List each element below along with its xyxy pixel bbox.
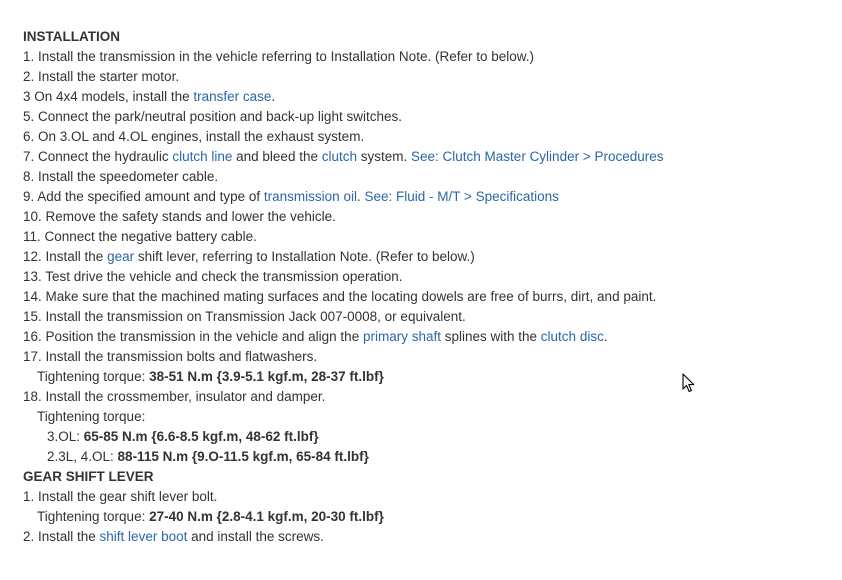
link-transfer-case[interactable]: transfer case <box>193 89 272 104</box>
step-2: 2. Install the starter motor. <box>23 69 180 84</box>
link-clutch-master-cylinder[interactable]: See: Clutch Master Cylinder > Procedures <box>411 149 664 164</box>
gear-step-1-torque: Tightening torque: 27-40 N.m {2.8-4.1 kgf.m, 20-30 ft.lbf} <box>37 509 384 524</box>
link-clutch[interactable]: clutch <box>321 149 357 164</box>
link-clutch-disc[interactable]: clutch disc <box>540 329 604 344</box>
step-11: 11. Connect the negative battery cable. <box>23 229 257 244</box>
document-body <box>23 27 823 547</box>
link-fluid-specifications[interactable]: See: Fluid - M/T > Specifications <box>364 189 559 204</box>
step-18-torque-23l-4ol: 2.3L, 4.OL: 88-115 N.m {9.O-11.5 kgf.m, 65-84 ft.lbf} <box>47 449 369 464</box>
step-16: 16. Position the transmission in the vehicle and align the primary shaft splines with the clutch disc. <box>23 329 608 344</box>
section-title-installation: INSTALLATION <box>23 29 120 44</box>
step-7: 7. Connect the hydraulic clutch line and bleed the clutch system. See: Clutch Master Cylinder > Procedures <box>23 149 664 164</box>
step-10: 10. Remove the safety stands and lower the vehicle. <box>23 209 336 224</box>
step-3: 3 On 4x4 models, install the transfer case. <box>23 89 276 104</box>
gear-step-1: 1. Install the gear shift lever bolt. <box>23 489 218 504</box>
step-12: 12. Install the gear shift lever, referring to Installation Note. (Refer to below.) <box>23 249 475 264</box>
step-13: 13. Test drive the vehicle and check the transmission operation. <box>23 269 403 284</box>
link-shift-lever-boot[interactable]: shift lever boot <box>99 529 188 544</box>
step-18-torque-3ol: 3.OL: 65-85 N.m {6.6-8.5 kgf.m, 48-62 ft.lbf} <box>47 429 319 444</box>
step-5: 5. Connect the park/neutral position and back-up light switches. <box>23 109 402 124</box>
step-17: 17. Install the transmission bolts and flatwashers. <box>23 349 318 364</box>
mouse-pointer-icon <box>682 373 696 393</box>
step-8: 8. Install the speedometer cable. <box>23 169 219 184</box>
step-9: 9. Add the specified amount and type of transmission oil. See: Fluid - M/T > Specifications <box>23 189 559 204</box>
link-clutch-line[interactable]: clutch line <box>172 149 233 164</box>
step-1: 1. Install the transmission in the vehicle referring to Installation Note. (Refer to below.) <box>23 49 534 64</box>
link-primary-shaft[interactable]: primary shaft <box>362 329 441 344</box>
link-transmission-oil[interactable]: transmission oil <box>263 189 357 204</box>
step-18-torque-label: Tightening torque: <box>37 409 146 424</box>
step-18: 18. Install the crossmember, insulator and damper. <box>23 389 326 404</box>
step-14: 14. Make sure that the machined mating surfaces and the locating dowels are free of burrs, dirt, and paint. <box>23 289 657 304</box>
section-title-gear-shift-lever: GEAR SHIFT LEVER <box>23 469 154 484</box>
link-gear[interactable]: gear <box>107 249 135 264</box>
gear-step-2: 2. Install the shift lever boot and install the screws. <box>23 529 324 544</box>
step-6: 6. On 3.OL and 4.OL engines, install the exhaust system. <box>23 129 365 144</box>
step-15: 15. Install the transmission on Transmission Jack 007-0008, or equivalent. <box>23 309 466 324</box>
step-17-torque: Tightening torque: 38-51 N.m {3.9-5.1 kgf.m, 28-37 ft.lbf} <box>37 369 384 384</box>
